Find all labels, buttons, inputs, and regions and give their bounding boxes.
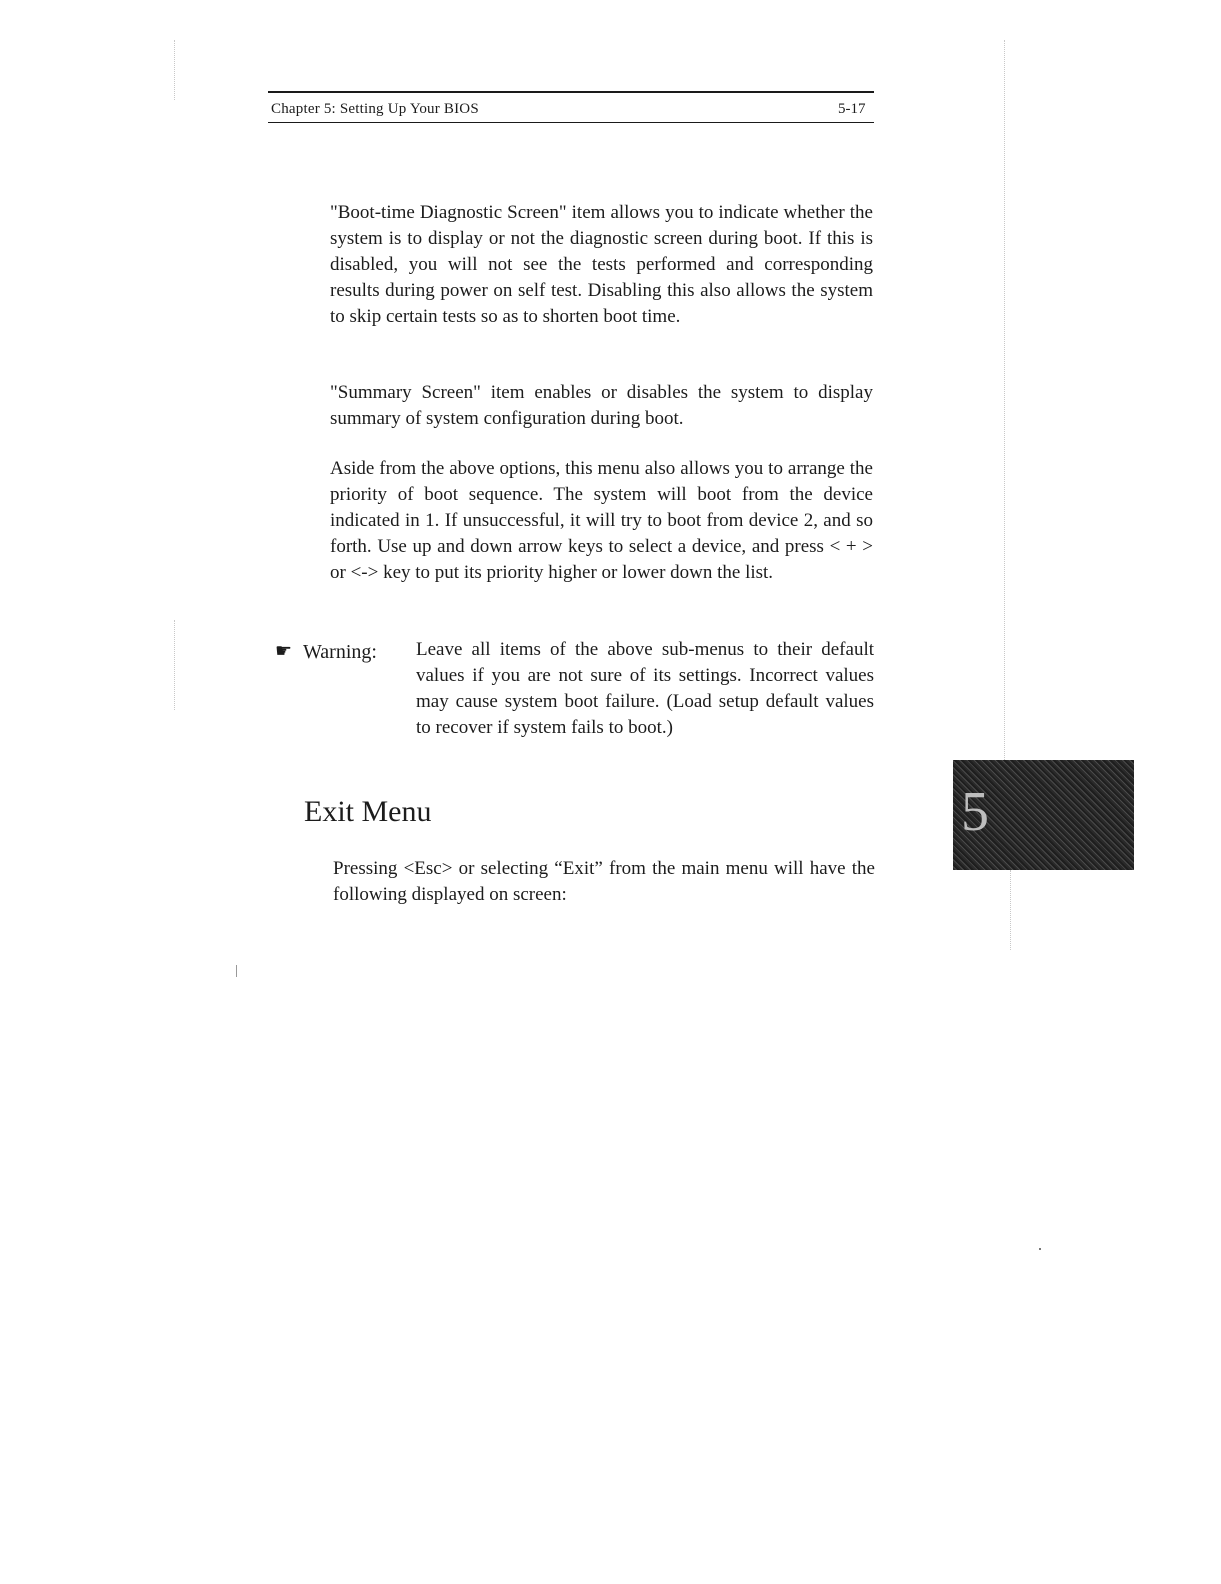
- page-number: 5-17: [838, 101, 866, 117]
- exit-menu-paragraph: Pressing <Esc> or selecting “Exit” from the main menu will have the following displayed on screen:: [333, 858, 875, 905]
- section-heading-exit-menu: Exit Menu: [304, 795, 432, 828]
- scan-speck: [236, 965, 237, 977]
- scan-speck: [1039, 1248, 1041, 1250]
- warning-label: Warning:: [303, 641, 377, 663]
- scan-edge-mark: [1004, 40, 1005, 760]
- chapter-tab-number: 5: [961, 781, 989, 843]
- pointing-hand-icon: ☛: [275, 641, 293, 662]
- header-bottom-rule: [268, 122, 874, 123]
- header-top-rule: [268, 91, 874, 93]
- warning-text: Leave all items of the above sub-menus to their default values if you are not sure of its settings. Incorrect values may cause system boot failure. (Load setup default values to recover if system fails to boot.): [416, 639, 874, 738]
- scan-edge-mark: [174, 40, 175, 100]
- chapter-thumb-tab: [953, 760, 1134, 870]
- summary-screen-paragraph: "Summary Screen" item enables or disables the system to display summary of system configuration during boot.: [330, 382, 873, 429]
- boot-diagnostic-paragraph: "Boot-time Diagnostic Screen" item allows you to indicate whether the system is to display or not the diagnostic screen during boot. If this is disabled, you will not see the tests performed and corresponding results during power on self test. Disabling this also allows the system to skip certain tests so as to shorten boot time.: [330, 202, 873, 327]
- scan-edge-mark: [174, 620, 175, 710]
- boot-sequence-paragraph: Aside from the above options, this menu also allows you to arrange the priority of boot sequence. The system will boot from the device indicated in 1. If unsuccessful, it will try to boot from device 2, and so forth. Use up and down arrow keys to select a device, and press < + > or <-> key to put its priority higher or lower down the list.: [330, 458, 873, 583]
- running-head: Chapter 5: Setting Up Your BIOS: [271, 101, 479, 117]
- scan-edge-mark: [1010, 870, 1011, 950]
